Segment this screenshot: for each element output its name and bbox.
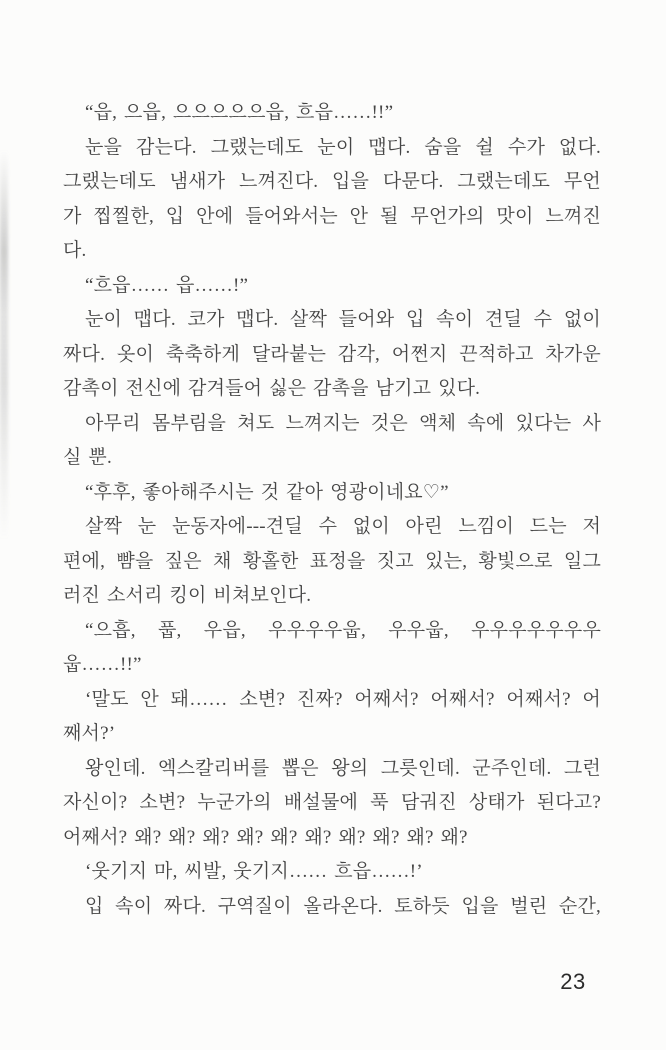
text-line: 그랬는데도 냄새가 느껴진다. 입을 다문다. 그랬는데도 무언 xyxy=(63,171,601,192)
page-number: 23 xyxy=(560,969,586,994)
text-line: 눈이 맵다. 코가 맵다. 살짝 들어와 입 속이 견딜 수 없이 xyxy=(85,309,601,330)
text-line: 입 속이 짜다. 구역질이 올라온다. 토하듯 입을 벌린 순간, xyxy=(85,895,601,917)
text-line: 째서?’ xyxy=(63,723,116,744)
text-line: 실 뿐. xyxy=(63,447,112,468)
text-line: ‘웃기지 마, 씨발, 웃기지…… 흐읍……!’ xyxy=(85,861,423,882)
text-line: 러진 소서리 킹이 비쳐보인다. xyxy=(63,585,312,606)
text-line: “후후, 좋아해주시는 것 같아 영광이네요♡” xyxy=(85,481,449,503)
text-line: ‘말도 안 돼…… 소변? 진짜? 어째서? 어째서? 어째서? 어 xyxy=(85,688,601,710)
text-line: 웁……!!” xyxy=(63,654,142,675)
text-line: 가 찝찔한, 입 안에 들어와서는 안 될 무언가의 맛이 느껴진 xyxy=(63,205,601,227)
text-line: 어째서? 왜? 왜? 왜? 왜? 왜? 왜? 왜? 왜? 왜? 왜? xyxy=(63,826,468,848)
text-line: 감촉이 전신에 감겨들어 싫은 감촉을 남기고 있다. xyxy=(63,378,481,399)
text-line: 아무리 몸부림을 쳐도 느껴지는 것은 액체 속에 있다는 사 xyxy=(85,412,601,434)
text-line: 편에, 뺨을 짚은 채 황홀한 표정을 짓고 있는, 황빛으로 일그 xyxy=(63,550,601,572)
text-line: 눈을 감는다. 그랬는데도 눈이 맵다. 숨을 쉴 수가 없다. xyxy=(85,136,601,158)
text-block xyxy=(63,96,601,924)
text-line: “읍, 으읍, 으으으으으읍, 흐읍……!!” xyxy=(85,102,394,123)
scan-shadow-artifact xyxy=(0,150,8,540)
text-line: “흐읍…… 읍……!” xyxy=(85,274,249,296)
text-line: 왕인데. 엑스칼리버를 뽑은 왕의 그릇인데. 군주인데. 그런 xyxy=(85,757,601,779)
text-line: 살짝 눈 눈동자에---견딜 수 없이 아린 느낌이 드는 저 xyxy=(85,516,601,537)
text-line: “으흡, 풉, 우읍, 우우우우웁, 우우웁, 우우우우우우우 xyxy=(85,619,601,641)
text-line: 다. xyxy=(63,240,87,261)
text-line: 자신이? 소변? 누군가의 배설물에 푹 담궈진 상태가 된다고? xyxy=(63,792,601,813)
text-line: 짜다. 옷이 축축하게 달라붙는 감각, 어쩐지 끈적하고 차가운 xyxy=(63,343,601,365)
